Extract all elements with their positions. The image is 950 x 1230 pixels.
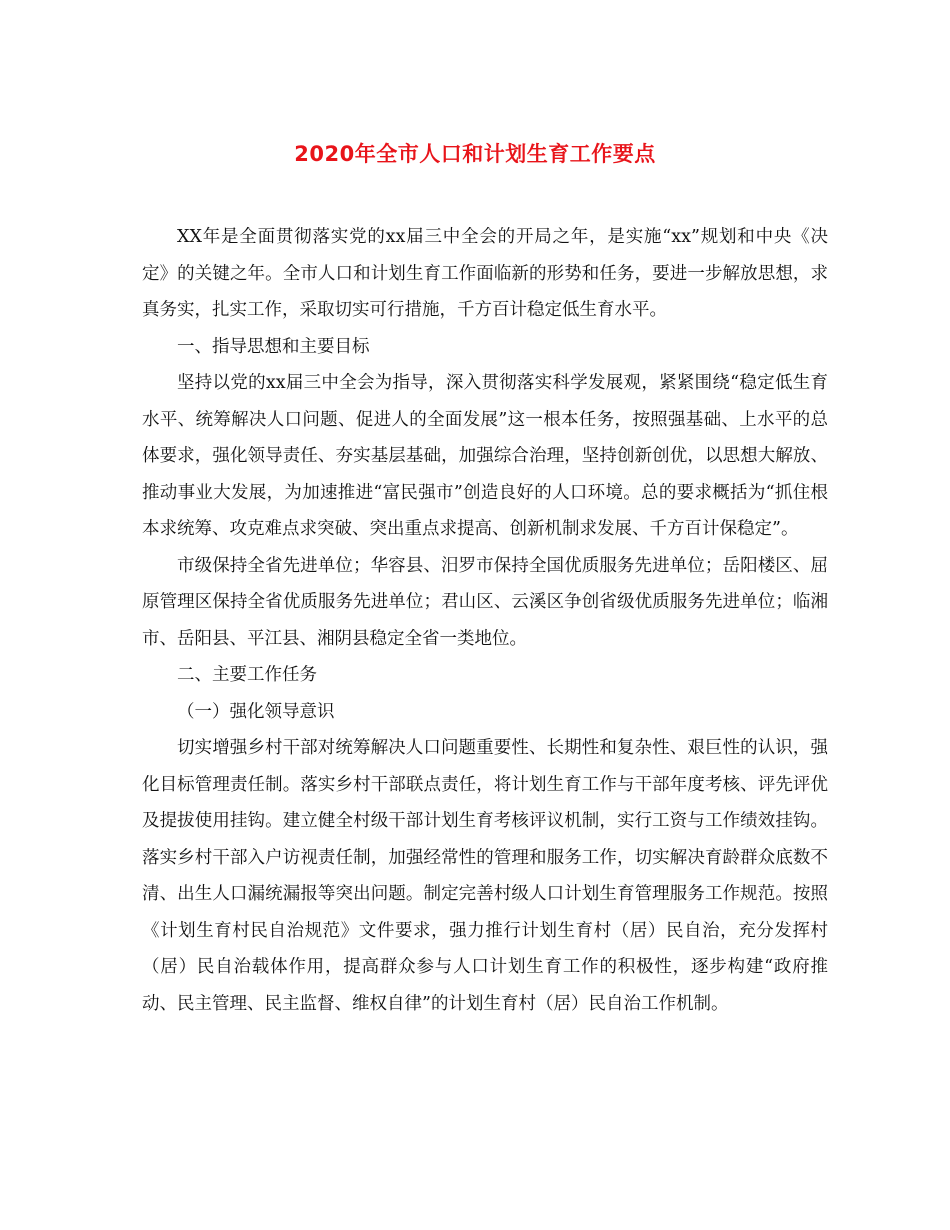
section-heading-main-tasks: 二、主要工作任务	[177, 665, 317, 685]
leadership-paragraph: 切实增强乡村干部对统筹解决人口问题重要性、长期性和复杂性、艰巨性的认识，强化目标管理责任制。落实乡村干部联点责任，将计划生育工作与干部年度考核、评先评优及提拔使用挂钩。建立健全村级干部计划生育考核评议机制，实行工资与工作绩效挂钩。落实乡村干部入户访视责任制，加强经常性的管理和服务工作，切实解决育龄群众底数不清、出生人口漏统漏报等突出问题。制定完善村级人口计划生育管理服务工作规范。按照《计划生育村民自治规范》文件要求，强力推行计划生育村（居）民自治，充分发挥村（居）民自治载体作用，提高群众参与人口计划生育工作的积极性，逐步构建“政府推动、民主管理、民主监督、维权自律”的计划生育村（居）民自治工作机制。	[142, 738, 828, 1014]
section-heading-guiding-ideas: 一、指导思想和主要目标	[177, 336, 370, 357]
intro-paragraph: XX年是全面贯彻落实党的xx届三中全会的开局之年，是实施“xx”规划和中央《决定》的关键之年。全市人口和计划生育工作面临新的形势和任务，要进一步解放思想，求真务实，扎实工作，采取切实可行措施，千方百计稳定低生育水平。	[142, 227, 828, 320]
targets-paragraph: 市级保持全省先进单位；华容县、汨罗市保持全国优质服务先进单位；岳阳楼区、屈原管理区保持全省优质服务先进单位；君山区、云溪区争创省级优质服务先进单位；临湘市、岳阳县、平江县、湘阴县稳定全省一类地位。	[142, 555, 828, 649]
subsection-heading-leadership: （一）强化领导意识	[177, 701, 335, 722]
document-body	[142, 219, 828, 1022]
guiding-ideas-paragraph: 坚持以党的xx届三中全会为指导，深入贯彻落实科学发展观，紧紧围绕“稳定低生育水平、统筹解决人口问题、促进人的全面发展”这一根本任务，按照强基础、上水平的总体要求，强化领导责任、夯实基层基础，加强综合治理，坚持创新创优，以思想大解放、推动事业大发展，为加速推进“富民强市”创造良好的人口环境。总的要求概括为“抓住根本求统筹、攻克难点求突破、突出重点求提高、创新机制求发展、千方百计保稳定”。	[142, 373, 828, 539]
document-title: 2020年全市人口和计划生育工作要点	[294, 142, 656, 166]
